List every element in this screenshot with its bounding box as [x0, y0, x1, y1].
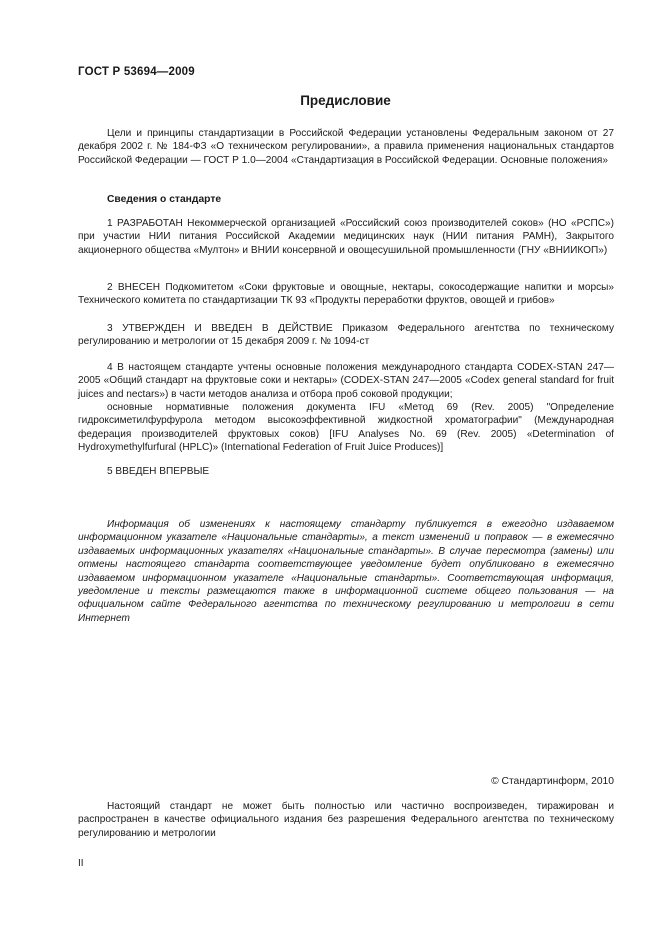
intro-paragraph	[78, 127, 614, 167]
page-title: Предисловие	[300, 93, 391, 108]
notice-text: Информация об изменениях к настоящему стандарту публикуется в ежегодно издаваемом информационном указателе «Национальные стандарты», а текст изменений и поправок — в ежемесячно издаваемых информационных указателях «Национальные стандарты». В случае пересмотра (замены) или отмены настоящего стандарта соответствующее уведомление будет опубликовано в ежемесячно издаваемом информационном указателе «Национальные стандарты». Соответствующая информация, уведомление и тексты размещаются также в информационной системе общего пользования — на официальном сайте Федерального агентства по техническому регулированию и метрологии в сети Интернет	[78, 519, 614, 624]
list-item	[78, 465, 614, 478]
item-text: 1 РАЗРАБОТАН Некоммерческой организацией «Российский союз производителей соков» (НО «РСПС») при участии НИИ питания Российской Академии медицинских наук (НИИ питания РАМН), Закрытого акционерного общества «Мултон» и ВНИИ консервной и овощесушильной промышленности (ГНУ «ВНИИКОП»)	[78, 218, 614, 256]
changes-notice	[78, 518, 614, 625]
list-item	[78, 361, 614, 401]
list-item	[78, 322, 614, 349]
list-item	[78, 217, 614, 257]
list-item	[78, 281, 614, 308]
reproduction-text: Настоящий стандарт не может быть полностью или частично воспроизведен, тиражирован и распространен в качестве официального издания без разрешения Федерального агентства по техническому регулированию и метрологии	[78, 801, 614, 839]
item-text: основные нормативные положения документа IFU «Метод 69 (Rev. 2005) "Определение гидроксиметилфурфурола методом высокоэффективной жидкостной хроматографии" (Международная федерация производителей фруктовых соков) [IFU Analyses No. 69 (Rev. 2005) «Determination of Hydroxymethylfurfural (HPLC)» (International Federation of Fruit Juice Produces)]	[78, 402, 614, 454]
copyright: © Стандартинформ, 2010	[491, 776, 614, 787]
document-code: ГОСТ Р 53694—2009	[78, 66, 195, 78]
item-text: 4 В настоящем стандарте учтены основные положения международного стандарта CODEX-STAN 247—2005 «Общий стандарт на фруктовые соки и нектары» (CODEX-STAN 247—2005 «Codex general standard for fruit juices and nectars») в части методов анализа и отбора проб соковой продукции;	[78, 362, 614, 400]
item-text: 3 УТВЕРЖДЕН И ВВЕДЕН В ДЕЙСТВИЕ Приказом Федерального агентства по техническому регулированию и метрологии от 15 декабря 2009 г. № 1094-ст	[78, 323, 614, 348]
page-number: II	[78, 858, 84, 869]
item-text: 5 ВВЕДЕН ВПЕРВЫЕ	[107, 466, 210, 477]
item-text: 2 ВНЕСЕН Подкомитетом «Соки фруктовые и овощные, нектары, сокосодержащие напитки и морсы» Технического комитета по стандартизации ТК 93 «Продукты переработки фруктов, овощей и грибов»	[78, 282, 614, 307]
list-item-continuation	[78, 401, 614, 455]
section-subheading: Сведения о стандарте	[107, 194, 222, 205]
reproduction-notice	[78, 800, 614, 840]
intro-text: Цели и принципы стандартизации в Российской Федерации установлены Федеральным законом от 27 декабря 2002 г. № 184-ФЗ «О техническом регулировании», а правила применения национальных стандартов Российской Федерации — ГОСТ Р 1.0—2004 «Стандартизация в Российской Федерации. Основные положения»	[78, 128, 614, 166]
